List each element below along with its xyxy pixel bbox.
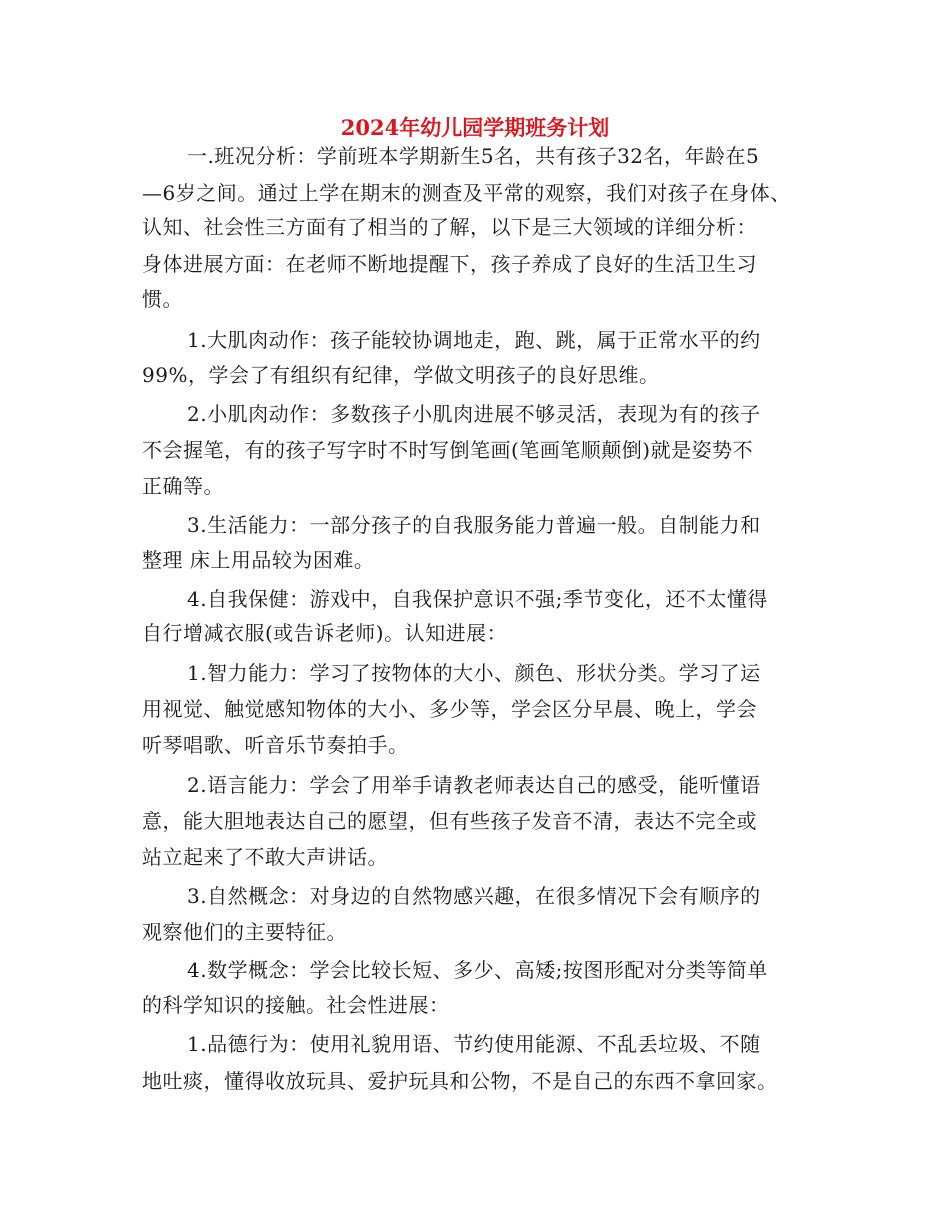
paragraph-line: 自行增减衣服(或告诉老师)。认知进展： xyxy=(142,621,508,645)
paragraph-line: 意，能大胆地表达自己的愿望，但有些孩子发音不清，表达不完全或 xyxy=(142,809,757,833)
paragraph-line: 整理 床上用品较为困难。 xyxy=(142,548,375,572)
paragraph-line: 观察他们的主要特征。 xyxy=(142,920,347,944)
document-title: 2024年幼儿园学期班务计划 xyxy=(340,115,610,140)
paragraph-line: 4.数学概念：学会比较长短、多少、高矮;按图形配对分类等简单 xyxy=(187,958,768,982)
paragraph-line: 2.小肌肉动作：多数孩子小肌肉进展不够灵活，表现为有的孩子 xyxy=(187,402,761,426)
paragraph-line: 认知、社会性三方面有了相当的了解，以下是三大领域的详细分析： xyxy=(142,215,757,239)
paragraph-line: 一.班况分析：学前班本学期新生5名，共有孩子32名，年龄在5 xyxy=(187,144,760,168)
paragraph-line: 4.自我保健：游戏中，自我保护意识不强;季节变化，还不太懂得 xyxy=(187,587,768,611)
paragraph-line: —6岁之间。通过上学在期末的测查及平常的观察，我们对孩子在身体、 xyxy=(142,181,791,205)
paragraph-line: 不会握笔，有的孩子写字时不时写倒笔画(笔画笔顺颠倒)就是姿势不 xyxy=(142,438,754,462)
paragraph-line: 1.品德行为：使用礼貌用语、节约使用能源、不乱丢垃圾、不随 xyxy=(187,1032,761,1056)
paragraph-line: 正确等。 xyxy=(142,474,224,498)
paragraph-line: 身体进展方面：在老师不断地提醒下，孩子养成了良好的生活卫生习 xyxy=(142,252,757,276)
paragraph-line: 1.大肌肉动作：孩子能较协调地走，跑、跳，属于正常水平的约 xyxy=(187,328,761,352)
paragraph-line: 1.智力能力：学习了按物体的大小、颜色、形状分类。学习了运 xyxy=(187,661,761,685)
paragraph-line: 听琴唱歌、听音乐节奏拍手。 xyxy=(142,733,409,757)
paragraph-line: 99%，学会了有组织有纪律，学做文明孩子的良好思维。 xyxy=(142,363,660,387)
paragraph-line: 用视觉、触觉感知物体的大小、多少等，学会区分早晨、晚上，学会 xyxy=(142,697,757,721)
paragraph-line: 2.语言能力：学会了用举手请教老师表达自己的感受，能听懂语 xyxy=(187,773,761,797)
paragraph-line: 的科学知识的接触。社会性进展： xyxy=(142,993,450,1017)
paragraph-line: 惯。 xyxy=(142,287,183,311)
paragraph-line: 地吐痰，懂得收放玩具、爱护玩具和公物，不是自己的东西不拿回家。 xyxy=(142,1069,778,1093)
paragraph-line: 3.生活能力：一部分孩子的自我服务能力普遍一般。自制能力和 xyxy=(187,513,761,537)
paragraph-line: 3.自然概念：对身边的自然物感兴趣，在很多情况下会有顺序的 xyxy=(187,884,761,908)
paragraph-line: 站立起来了不敢大声讲话。 xyxy=(142,845,388,869)
